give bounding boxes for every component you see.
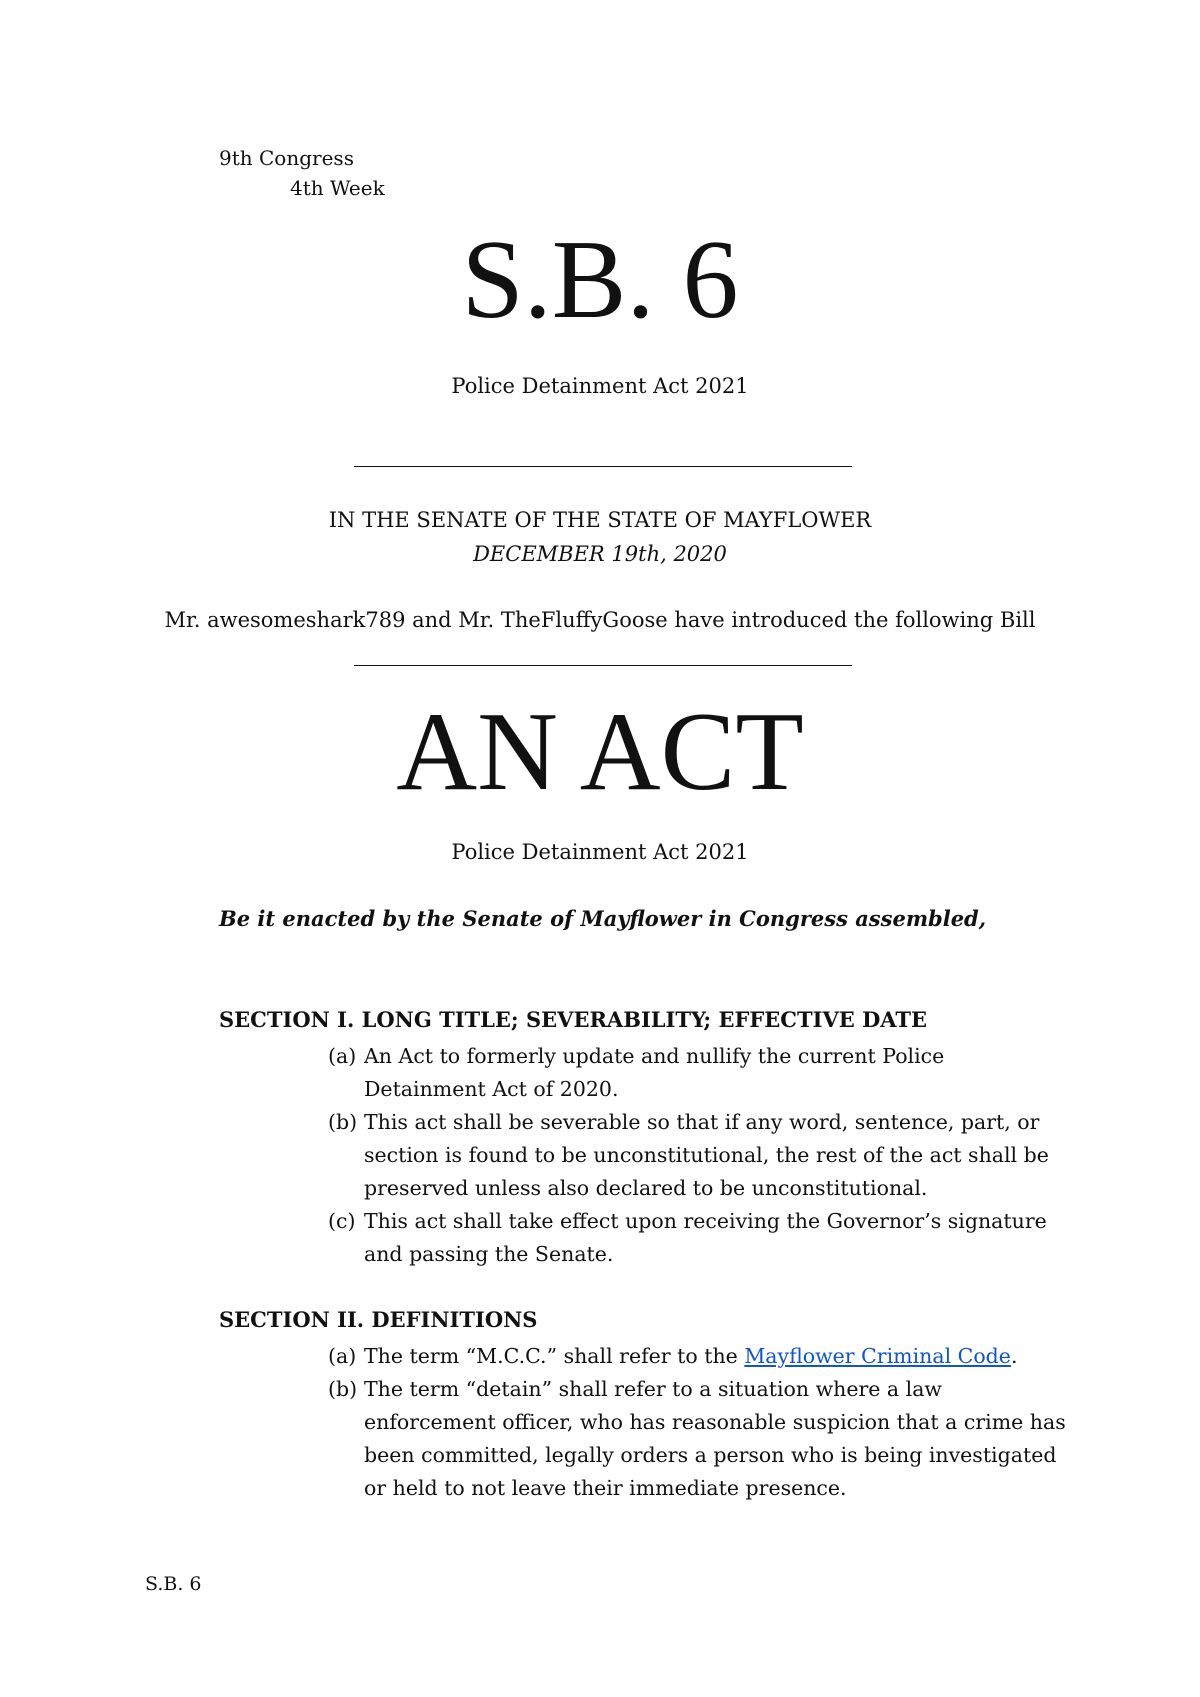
week-number: 4th Week: [290, 176, 385, 200]
clause-label: (b): [328, 1377, 358, 1401]
section-2-clause-a: [328, 1340, 1068, 1373]
clause-text-after: .: [1010, 1344, 1018, 1368]
chamber-line: IN THE SENATE OF THE STATE OF MAYFLOWER: [328, 508, 872, 532]
enacting-clause: Be it enacted by the Senate of Mayflower in Congress assembled,: [219, 906, 987, 931]
clause-text: This act shall be severable so that if any word, sentence, part, or section is found to be unconstitutional, the rest of the act shall be preserved unless also declared to be unconstitutional.: [364, 1110, 1049, 1200]
divider-bottom: [354, 665, 852, 666]
divider-top: [354, 466, 852, 467]
section-1-heading: SECTION I. LONG TITLE; SEVERABILITY; EFFECTIVE DATE: [219, 1007, 928, 1032]
clause-text-before: The term “M.C.C.” shall refer to the: [364, 1344, 745, 1368]
section-1-clause-a: [328, 1040, 1068, 1106]
clause-text: An Act to formerly update and nullify the current Police Detainment Act of 2020.: [364, 1044, 945, 1101]
clause-label: (a): [328, 1044, 357, 1068]
bill-number: S.B. 6: [461, 218, 739, 342]
mayflower-criminal-code-link[interactable]: Mayflower Criminal Code: [744, 1344, 1011, 1368]
act-heading: AN ACT: [396, 690, 804, 814]
clause-text: The term “detain” shall refer to a situation where a law enforcement officer, who has reasonable suspicion that a crime has been committed, legally orders a person who is being investigated or held to not leave their immediate presence.: [364, 1377, 1066, 1500]
clause-label: (a): [328, 1344, 357, 1368]
introduction-date: DECEMBER 19th, 2020: [473, 542, 727, 566]
page-footer: S.B. 6: [145, 1573, 202, 1595]
clause-text: [328, 1340, 1068, 1373]
clause-label: (c): [328, 1209, 356, 1233]
congress-number: 9th Congress: [219, 146, 354, 170]
sponsors-line: Mr. awesomeshark789 and Mr. TheFluffyGoose have introduced the following Bill: [164, 608, 1036, 632]
clause-text: This act shall take effect upon receiving the Governor’s signature and passing the Senate.: [364, 1209, 1047, 1266]
section-1-clause-b: [328, 1106, 1068, 1205]
short-title: Police Detainment Act 2021: [451, 374, 749, 398]
section-1-clause-c: [328, 1205, 1068, 1271]
short-title-repeat: Police Detainment Act 2021: [451, 840, 749, 864]
section-2-heading: SECTION II. DEFINITIONS: [219, 1307, 538, 1332]
clause-label: (b): [328, 1110, 358, 1134]
section-2-clause-b: [328, 1373, 1068, 1505]
